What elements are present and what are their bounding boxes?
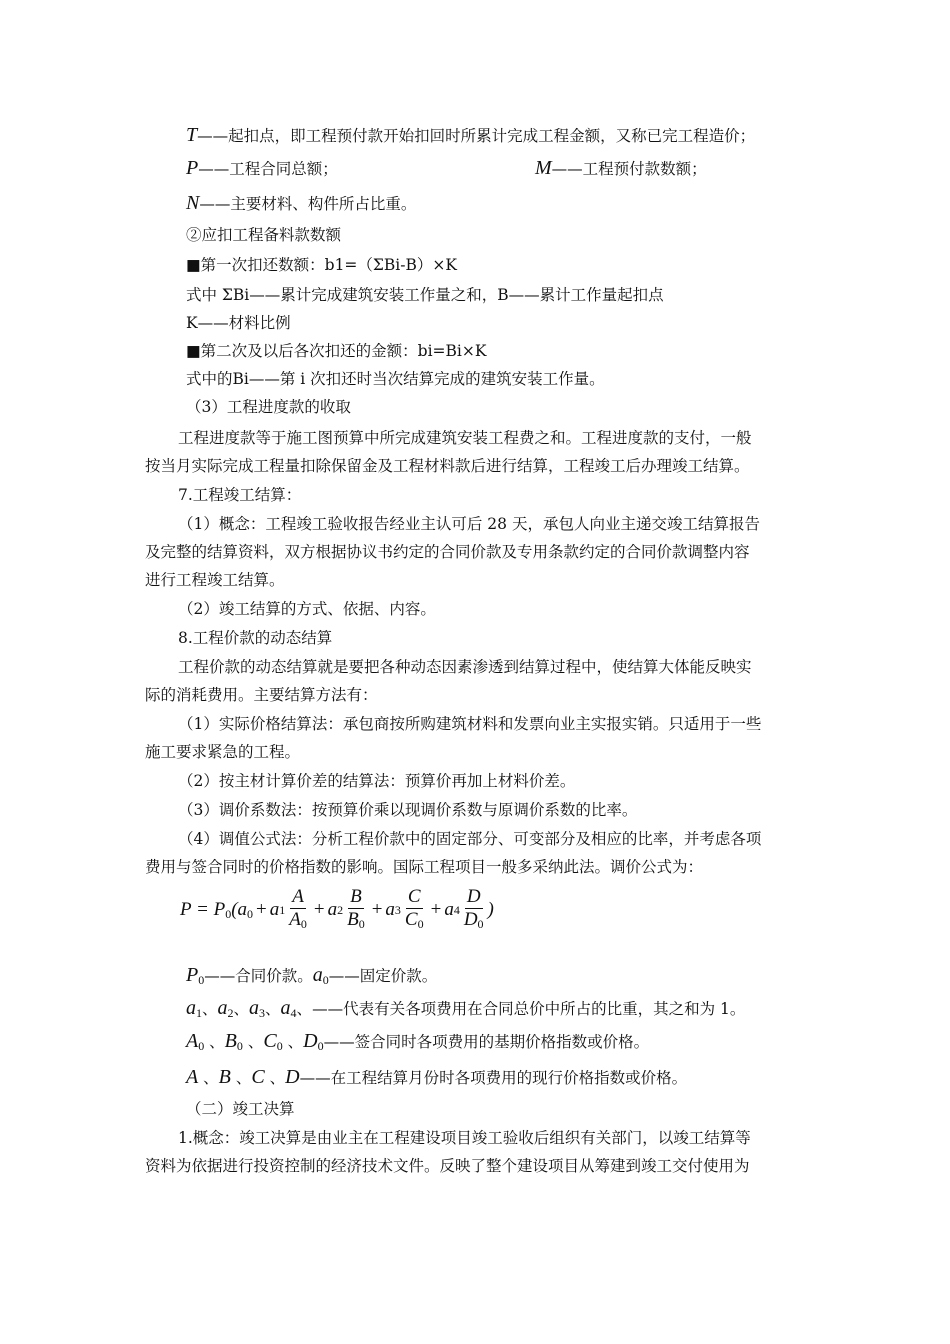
formula-sub: 3 bbox=[394, 902, 401, 917]
symbol-a: A bbox=[186, 1066, 199, 1088]
symbol-p0: $P_0$ bbox=[186, 964, 205, 987]
text-line: （3）调价系数法：按预算价乘以现调价系数与原调价系数的比率。 bbox=[178, 801, 638, 819]
text-line: K——材料比例 bbox=[186, 314, 291, 332]
symbol-a3: $a_3$ bbox=[249, 997, 266, 1020]
text-line: 施工要求紧急的工程。 bbox=[145, 743, 301, 761]
formula-a3: a bbox=[385, 899, 395, 920]
definition-t bbox=[186, 124, 755, 147]
symbol-c: C bbox=[251, 1066, 265, 1088]
definition-weights: $a_1$、$a_2$、$a_3$、$a_4$、——代表有关各项费用在合同总价中所占的比重，其之和为 1。 bbox=[186, 997, 746, 1020]
symbol-c-zero: $C_0$ bbox=[263, 1030, 283, 1053]
text-line: ——工程预付款数额； bbox=[551, 160, 707, 178]
text-line: （1）概念：工程竣工验收报告经业主认可后 28 天，承包人向业主递交竣工结算报告 bbox=[178, 515, 760, 533]
adjustment-formula: $P = P_0$( $a_0$ + a 1 $\frac{A}{A_0}$ + a 2 $\frac{B}{B_0}$ + a 3 $\frac{C}{C_0}$ + a 4 $\frac{D}{D_0}$ ) bbox=[180, 884, 494, 936]
text-line: ——代表有关各项费用在合同总价中所占的比重，其之和为 1。 bbox=[312, 1000, 746, 1018]
text-line: （2）按主材计算价差的结算法：预算价再加上材料价差。 bbox=[178, 772, 576, 790]
definition-m bbox=[535, 157, 707, 180]
symbol-m: M bbox=[535, 157, 552, 179]
symbol-a2: $a_2$ bbox=[217, 997, 234, 1020]
text-line: 式中 ΣBi——累计完成建筑安装工作量之和，B——累计工作量起扣点 bbox=[186, 286, 664, 304]
section-heading: （二）竣工决算 bbox=[186, 1100, 295, 1118]
symbol-p: P bbox=[186, 157, 199, 179]
formula-a0: $a_0$ bbox=[237, 898, 254, 921]
text-line: 及完整的结算资料，双方根据协议书约定的合同价款及专用条款约定的合同价款调整内容 bbox=[145, 543, 750, 561]
text-line: 工程价款的动态结算就是要把各种动态因素渗透到结算过程中，使结算大体能反映实 bbox=[178, 658, 752, 676]
text-line: 进行工程竣工结算。 bbox=[145, 571, 285, 589]
fraction-d: $\frac{D}{D_0}$ bbox=[463, 885, 484, 931]
formula-a2: a bbox=[327, 899, 338, 920]
fraction-c: $\frac{C}{C_0}$ bbox=[404, 885, 424, 931]
text-line: （4）调值公式法：分析工程价款中的固定部分、可变部分及相应的比率，并考虑各项 bbox=[178, 830, 762, 848]
formula-a1: a bbox=[269, 899, 280, 920]
text-line: 费用与签合同时的价格指数的影响。国际工程项目一般多采纳此法。调价公式为： bbox=[145, 858, 704, 876]
symbol-a1: $a_1$ bbox=[186, 997, 202, 1020]
text-line: 7.工程竣工结算： bbox=[178, 486, 302, 504]
text-line: （2）竣工结算的方式、依据、内容。 bbox=[178, 600, 436, 618]
symbol-n: N bbox=[186, 192, 200, 214]
symbol-a4: $a_4$ bbox=[280, 997, 297, 1020]
text-line: 8.工程价款的动态结算 bbox=[178, 629, 333, 647]
definition-p bbox=[186, 157, 338, 180]
text-line: 1.概念：竣工决算是由业主在工程建设项目竣工验收后组织有关部门，以竣工结算等 bbox=[178, 1129, 751, 1147]
text-line: ■第一次扣还数额：b1=（ΣBi-B）×K bbox=[186, 256, 457, 274]
text-line: （1）实际价格结算法：承包商按所购建筑材料和发票向业主实报实销。只适用于一些 bbox=[178, 715, 762, 733]
text-line: 按当月实际完成工程量扣除保留金及工程材料款后进行结算，工程竣工后办理竣工结算。 bbox=[145, 457, 750, 475]
symbol-b: B bbox=[218, 1066, 231, 1088]
text-line: ②应扣工程备料款数额 bbox=[186, 226, 342, 244]
fraction-a: $\frac{A}{A_0}$ bbox=[289, 885, 307, 931]
definition-current-index: A 、B 、C 、D——在工程结算月份时各项费用的现行价格指数或价格。 bbox=[186, 1066, 688, 1088]
text-line: ——在工程结算月份时各项费用的现行价格指数或价格。 bbox=[299, 1069, 688, 1087]
text-line: 际的消耗费用。主要结算方法有： bbox=[145, 686, 378, 704]
text-line: ——签合同时各项费用的基期价格指数或价格。 bbox=[323, 1033, 650, 1051]
symbol-t: T bbox=[186, 124, 198, 146]
text-line: 工程进度款等于施工图预算中所完成建筑安装工程费之和。工程进度款的支付，一般 bbox=[178, 429, 752, 447]
text-line: 资料为依据进行投资控制的经济技术文件。反映了整个建设项目从筹建到竣工交付使用为 bbox=[145, 1157, 750, 1175]
symbol-a-zero: $A_0$ bbox=[186, 1030, 205, 1053]
formula-a4: a bbox=[444, 899, 454, 920]
text-line: ——合同价款。 bbox=[204, 967, 313, 985]
text-line: ——主要材料、构件所占比重。 bbox=[199, 195, 417, 213]
text-line: ——工程合同总额； bbox=[198, 160, 338, 178]
formula-sub: 1 bbox=[279, 902, 286, 917]
formula-sub: 2 bbox=[337, 902, 344, 917]
symbol-b-zero: $B_0$ bbox=[224, 1030, 243, 1053]
symbol-d: D bbox=[285, 1066, 300, 1088]
definition-base-index: $A_0$ 、$B_0$ 、$C_0$ 、$D_0——$签合同时各项费用的基期价格指数或价格。 bbox=[186, 1030, 650, 1053]
text-line: ■第二次及以后各次扣还的金额：bi=Bi×K bbox=[186, 342, 487, 360]
formula-lhs: $P = P_0$( bbox=[180, 898, 238, 921]
text-line: ——起扣点，即工程预付款开始扣回时所累计完成工程金额，又称已完工程造价； bbox=[197, 127, 756, 145]
text-line: （3）工程进度款的收取 bbox=[186, 398, 351, 416]
symbol-a0: $a_0$ bbox=[312, 964, 329, 987]
formula-sub: 4 bbox=[453, 902, 460, 917]
fraction-b: $\frac{B}{B_0}$ bbox=[347, 885, 365, 931]
text-line: ——固定价款。 bbox=[328, 967, 438, 985]
symbol-d-zero: $D_0$ bbox=[303, 1030, 324, 1053]
text-line: 式中的Bi——第 i 次扣还时当次结算完成的建筑安装工作量。 bbox=[186, 370, 605, 388]
definition-n bbox=[186, 192, 416, 215]
definition-p0-a0 bbox=[186, 964, 437, 991]
